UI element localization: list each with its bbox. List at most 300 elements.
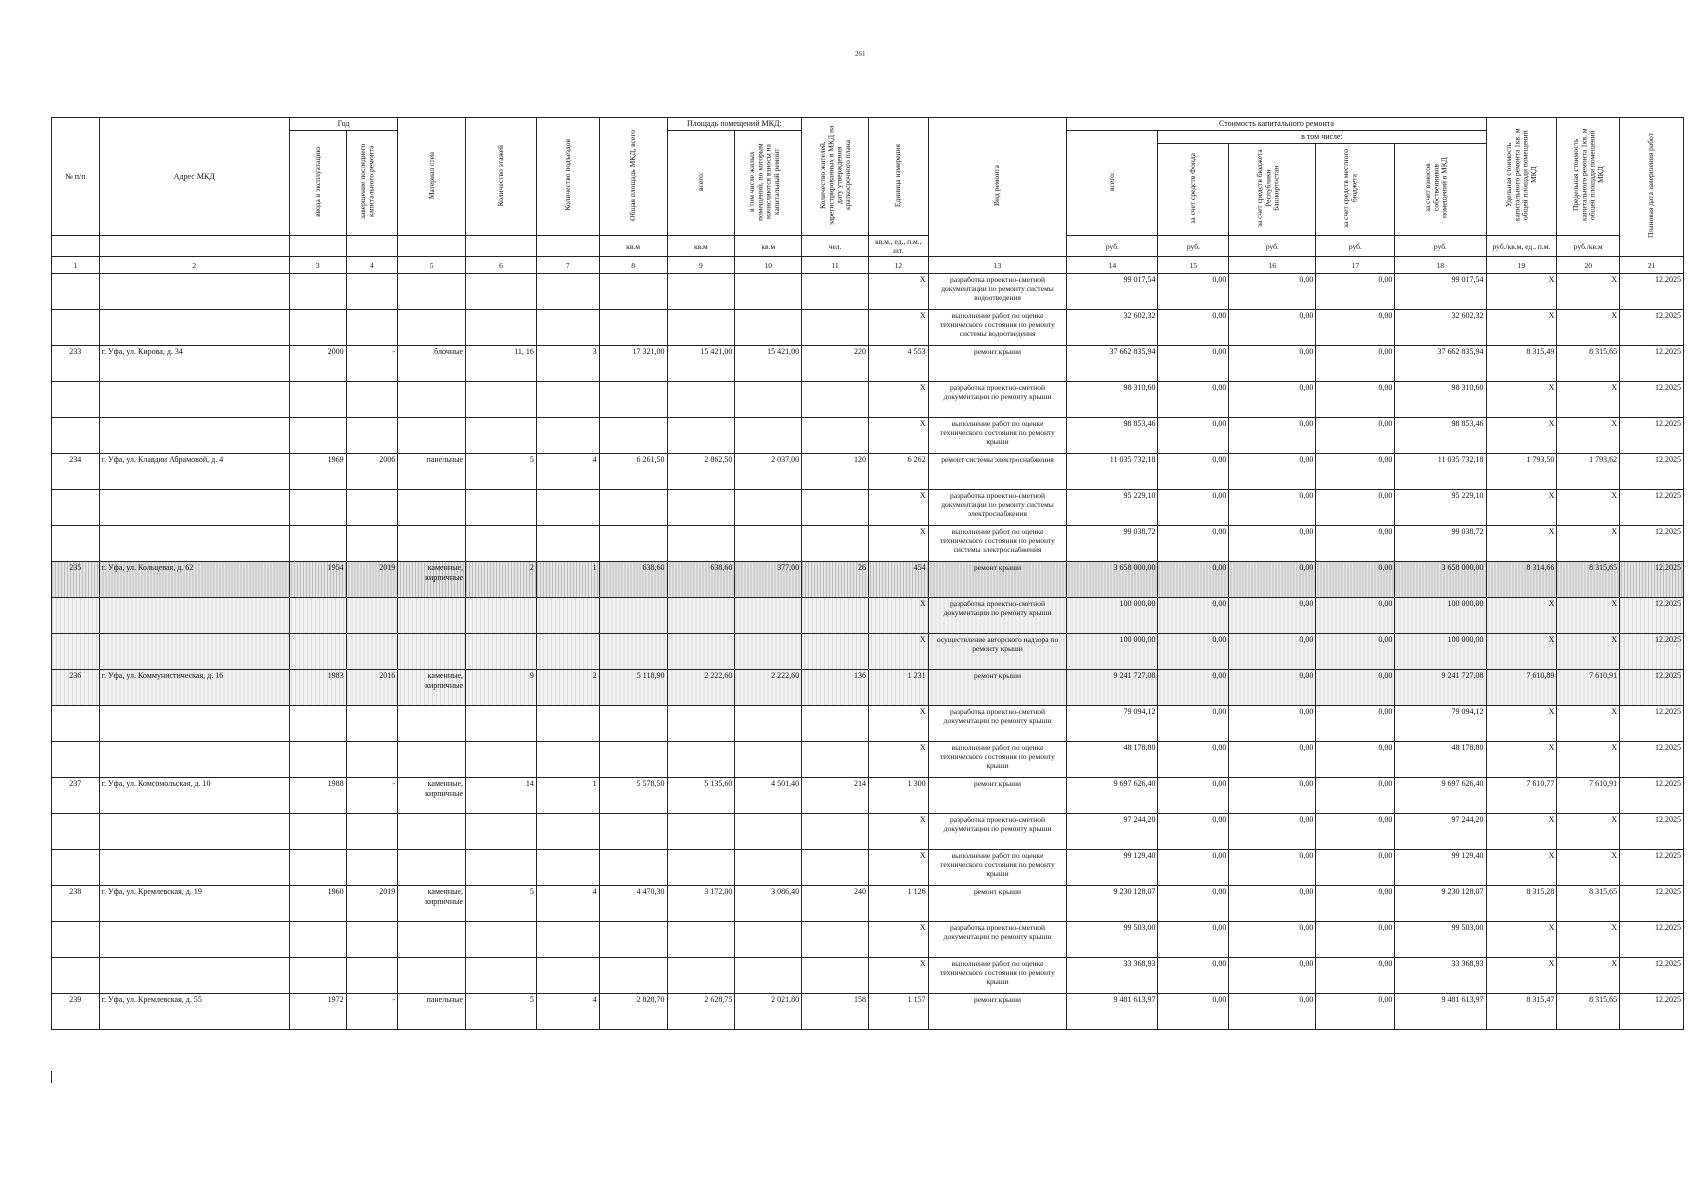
column-number: 8 — [599, 257, 667, 274]
cell-entrances — [536, 490, 599, 526]
cell-wall-material — [398, 634, 466, 670]
cell-entrances: 1 — [536, 778, 599, 814]
cell-premises-total — [667, 922, 735, 958]
cell-wall-material — [398, 526, 466, 562]
cell-cost-fund: 0,00 — [1158, 634, 1229, 670]
header-cost-local: за счет средств местного бюджета — [1316, 144, 1395, 236]
cell-specific-cost: 8 315,47 — [1486, 994, 1557, 1030]
cell-entrances — [536, 526, 599, 562]
cell-year-last-repair — [346, 742, 398, 778]
cell-address — [99, 814, 289, 850]
cell-work-type: выполнение работ по оценке технического состояния по ремонту крыши — [928, 958, 1067, 994]
unit-cost-local: руб. — [1316, 236, 1395, 257]
table-row — [52, 778, 1684, 814]
cell-limit-cost: X — [1557, 274, 1620, 310]
header-premises-group: Площадь помещений МКД: — [667, 118, 802, 131]
table-row — [52, 310, 1684, 346]
cell-residents: 158 — [802, 994, 869, 1030]
cell-year-last-repair: - — [346, 778, 398, 814]
cell-premises-contrib: 3 086,40 — [735, 886, 802, 922]
cell-year-commission — [289, 922, 346, 958]
cell-premises-contrib — [735, 634, 802, 670]
cell-address: г. Уфа, ул. Кирова, д. 34 — [99, 346, 289, 382]
unit-cost-total: руб. — [1067, 236, 1158, 257]
cell-row-number: 236 — [52, 670, 100, 706]
header-cost-owners: за счет взносов собственников помещений в МКД — [1395, 144, 1486, 236]
cell-row-number — [52, 490, 100, 526]
header-cost-including: в том числе: — [1158, 130, 1486, 144]
column-number: 11 — [802, 257, 869, 274]
cell-address — [99, 922, 289, 958]
cell-work-type: выполнение работ по оценке технического состояния по ремонту крыши — [928, 418, 1067, 454]
cell-year-last-repair: 2016 — [346, 670, 398, 706]
cell-specific-cost: 7 610,89 — [1486, 670, 1557, 706]
cell-year-commission: 1983 — [289, 670, 346, 706]
cell-wall-material — [398, 742, 466, 778]
cell-limit-cost: X — [1557, 526, 1620, 562]
cell-row-number: 238 — [52, 886, 100, 922]
cell-wall-material — [398, 310, 466, 346]
cell-address — [99, 418, 289, 454]
cell-cost-total: 100 000,00 — [1067, 634, 1158, 670]
cell-row-number: 237 — [52, 778, 100, 814]
cell-year-commission — [289, 526, 346, 562]
cell-specific-cost: 1 793,50 — [1486, 454, 1557, 490]
cell-floors: 5 — [466, 454, 537, 490]
table-row — [52, 814, 1684, 850]
cell-deadline: 12.2025 — [1620, 814, 1684, 850]
cell-wall-material: панельные — [398, 994, 466, 1030]
column-number: 15 — [1158, 257, 1229, 274]
cell-year-commission — [289, 274, 346, 310]
cell-work-type: выполнение работ по оценке технического состояния по ремонту системы электроснабжения — [928, 526, 1067, 562]
cell-limit-cost: X — [1557, 922, 1620, 958]
cell-cost-fund: 0,00 — [1158, 526, 1229, 562]
cell-cost-fund: 0,00 — [1158, 598, 1229, 634]
cell-entrances: 4 — [536, 454, 599, 490]
cell-year-last-repair — [346, 922, 398, 958]
cell-year-commission — [289, 814, 346, 850]
cell-entrances: 3 — [536, 346, 599, 382]
cell-deadline: 12.2025 — [1620, 382, 1684, 418]
header-wall-material: Материал стен — [398, 118, 466, 236]
cell-cost-republic: 0,00 — [1229, 490, 1316, 526]
table-row — [52, 382, 1684, 418]
cell-wall-material: панельные — [398, 454, 466, 490]
header-unit: Единица измерения — [868, 118, 928, 236]
cell-cost-owners: 9 481 613,97 — [1395, 994, 1486, 1030]
cell-deadline: 12.2025 — [1620, 562, 1684, 598]
cell-specific-cost: 8 315,49 — [1486, 346, 1557, 382]
cell-work-type: разработка проектно-сметной документации по ремонту крыши — [928, 814, 1067, 850]
cell-row-number — [52, 922, 100, 958]
cell-year-last-repair — [346, 418, 398, 454]
table-row — [52, 742, 1684, 778]
unit-cost-owners: руб. — [1395, 236, 1486, 257]
cell-wall-material — [398, 418, 466, 454]
cell-cost-fund: 0,00 — [1158, 778, 1229, 814]
cell-quantity: X — [868, 490, 928, 526]
cell-quantity: X — [868, 274, 928, 310]
cell-specific-cost: 7 610,77 — [1486, 778, 1557, 814]
cell-address: г. Уфа, ул. Коммунистическая, д. 16 — [99, 670, 289, 706]
header-cost-fund: за счет средств Фонда — [1158, 144, 1229, 236]
cell-work-type: разработка проектно-сметной документации по ремонту крыши — [928, 382, 1067, 418]
cell-wall-material: каменные, кирпичные — [398, 778, 466, 814]
cell-floors — [466, 850, 537, 886]
table-row — [52, 706, 1684, 742]
cell-specific-cost: X — [1486, 814, 1557, 850]
cell-premises-contrib — [735, 418, 802, 454]
table-row — [52, 850, 1684, 886]
table-row — [52, 922, 1684, 958]
cell-quantity: X — [868, 526, 928, 562]
cell-cost-total: 99 129,40 — [1067, 850, 1158, 886]
header-limit-cost: Предельная стоимость капитального ремонта 1кв. м общей площади помещений МКД — [1557, 118, 1620, 236]
table-row — [52, 490, 1684, 526]
cell-work-type: ремонт крыши — [928, 778, 1067, 814]
table-row — [52, 562, 1684, 598]
cell-cost-total: 11 035 732,18 — [1067, 454, 1158, 490]
unit-specific-cost: руб./кв.м, ед., п.м. — [1486, 236, 1557, 257]
cell-year-last-repair — [346, 274, 398, 310]
cell-address — [99, 958, 289, 994]
cell-address — [99, 382, 289, 418]
cell-limit-cost: X — [1557, 706, 1620, 742]
cell-premises-total — [667, 382, 735, 418]
cell-limit-cost: 1 793,62 — [1557, 454, 1620, 490]
cell-quantity: X — [868, 742, 928, 778]
cell-total-area — [599, 490, 667, 526]
cell-premises-contrib: 377,00 — [735, 562, 802, 598]
cell-address: г. Уфа, ул. Кольцевая, д. 62 — [99, 562, 289, 598]
cell-floors: 14 — [466, 778, 537, 814]
cell-entrances — [536, 922, 599, 958]
table-row — [52, 634, 1684, 670]
cell-total-area — [599, 598, 667, 634]
cell-specific-cost: X — [1486, 958, 1557, 994]
cell-specific-cost: X — [1486, 310, 1557, 346]
cell-row-number — [52, 382, 100, 418]
cell-residents — [802, 310, 869, 346]
cell-floors — [466, 598, 537, 634]
cell-total-area — [599, 274, 667, 310]
cell-work-type: разработка проектно-сметной документации по ремонту крыши — [928, 922, 1067, 958]
cell-address: г. Уфа, ул. Комсомольская, д. 10 — [99, 778, 289, 814]
cell-premises-total — [667, 418, 735, 454]
cell-cost-owners: 79 094,12 — [1395, 706, 1486, 742]
cell-premises-total: 2 862,50 — [667, 454, 735, 490]
table-row — [52, 886, 1684, 922]
cell-entrances — [536, 418, 599, 454]
cell-wall-material — [398, 382, 466, 418]
cell-quantity: X — [868, 922, 928, 958]
cell-year-last-repair — [346, 958, 398, 994]
column-number: 6 — [466, 257, 537, 274]
cell-year-last-repair — [346, 634, 398, 670]
cell-premises-contrib — [735, 310, 802, 346]
column-number: 20 — [1557, 257, 1620, 274]
cell-premises-total — [667, 850, 735, 886]
cell-specific-cost: X — [1486, 418, 1557, 454]
cell-cost-republic: 0,00 — [1229, 382, 1316, 418]
table-body — [52, 274, 1684, 1030]
cell-floors: 2 — [466, 562, 537, 598]
cell-row-number — [52, 850, 100, 886]
cell-specific-cost: X — [1486, 850, 1557, 886]
cell-work-type: осуществление авторского надзора по ремонту крыши — [928, 634, 1067, 670]
cell-cost-fund: 0,00 — [1158, 562, 1229, 598]
cell-premises-total — [667, 598, 735, 634]
cell-entrances — [536, 850, 599, 886]
cell-cost-total: 9 241 727,08 — [1067, 670, 1158, 706]
cell-cost-fund: 0,00 — [1158, 490, 1229, 526]
cell-cost-owners: 9 230 128,07 — [1395, 886, 1486, 922]
cell-cost-fund: 0,00 — [1158, 310, 1229, 346]
cell-cost-owners: 9 697 626,40 — [1395, 778, 1486, 814]
cell-total-area: 17 321,00 — [599, 346, 667, 382]
header-premises-contrib: в том числе жилых помещений, по которым начисляются взносы на капитальный ремонт — [735, 130, 802, 236]
header-year-last-repair: завершение последнего капитального ремонта — [346, 130, 398, 236]
cell-cost-republic: 0,00 — [1229, 850, 1316, 886]
table-row — [52, 274, 1684, 310]
cell-quantity: 4 553 — [868, 346, 928, 382]
cell-work-type: ремонт крыши — [928, 994, 1067, 1030]
cell-year-commission — [289, 418, 346, 454]
cell-cost-republic: 0,00 — [1229, 706, 1316, 742]
cell-cost-owners: 11 035 732,18 — [1395, 454, 1486, 490]
cell-deadline: 12.2025 — [1620, 598, 1684, 634]
column-number: 9 — [667, 257, 735, 274]
cell-floors — [466, 814, 537, 850]
cell-residents — [802, 634, 869, 670]
cell-address — [99, 526, 289, 562]
cell-address — [99, 274, 289, 310]
header-specific-cost: Удельная стоимость капитального ремонта 1кв. м общей площади помещений МКД — [1486, 118, 1557, 236]
cell-specific-cost: 8 314,66 — [1486, 562, 1557, 598]
header-year-commission: ввода в эксплуатацию — [289, 130, 346, 236]
cell-year-commission: 1988 — [289, 778, 346, 814]
cell-premises-total: 15 421,00 — [667, 346, 735, 382]
cell-year-commission — [289, 310, 346, 346]
cell-wall-material: каменные, кирпичные — [398, 886, 466, 922]
cell-cost-total: 9 230 128,07 — [1067, 886, 1158, 922]
cell-year-last-repair — [346, 706, 398, 742]
table-row — [52, 346, 1684, 382]
cell-residents: 136 — [802, 670, 869, 706]
column-number: 7 — [536, 257, 599, 274]
cell-deadline: 12.2025 — [1620, 490, 1684, 526]
cell-total-area — [599, 706, 667, 742]
cell-row-number — [52, 742, 100, 778]
cell-row-number — [52, 274, 100, 310]
cell-cost-total: 99 017,54 — [1067, 274, 1158, 310]
cell-cost-local: 0,00 — [1316, 454, 1395, 490]
cell-address — [99, 706, 289, 742]
cell-cost-republic: 0,00 — [1229, 886, 1316, 922]
cell-premises-total — [667, 814, 735, 850]
column-number: 14 — [1067, 257, 1158, 274]
cell-residents: 240 — [802, 886, 869, 922]
cell-year-last-repair — [346, 490, 398, 526]
cell-cost-owners: 99 503,00 — [1395, 922, 1486, 958]
cell-cost-local: 0,00 — [1316, 346, 1395, 382]
cell-premises-total — [667, 526, 735, 562]
cell-wall-material: каменные, кирпичные — [398, 670, 466, 706]
cell-total-area — [599, 814, 667, 850]
cell-cost-owners: 95 229,10 — [1395, 490, 1486, 526]
cell-row-number: 233 — [52, 346, 100, 382]
cell-premises-total — [667, 310, 735, 346]
cell-residents — [802, 490, 869, 526]
cell-deadline: 12.2025 — [1620, 454, 1684, 490]
cell-work-type: ремонт крыши — [928, 670, 1067, 706]
cell-cost-total: 99 503,00 — [1067, 922, 1158, 958]
header-entrances: Количество подъездов — [536, 118, 599, 236]
cell-premises-contrib: 4 501,40 — [735, 778, 802, 814]
cell-cost-local: 0,00 — [1316, 886, 1395, 922]
cell-deadline: 12.2025 — [1620, 850, 1684, 886]
cell-specific-cost: X — [1486, 382, 1557, 418]
cell-total-area: 5 578,50 — [599, 778, 667, 814]
cell-address — [99, 850, 289, 886]
cell-year-commission — [289, 598, 346, 634]
unit-cost-fund: руб. — [1158, 236, 1229, 257]
cell-cost-local: 0,00 — [1316, 958, 1395, 994]
cell-work-type: разработка проектно-сметной документации по ремонту системы электроснабжения — [928, 490, 1067, 526]
cell-cost-local: 0,00 — [1316, 526, 1395, 562]
column-number: 21 — [1620, 257, 1684, 274]
cell-year-commission — [289, 382, 346, 418]
cell-year-last-repair: 2006 — [346, 454, 398, 490]
cell-year-commission: 2000 — [289, 346, 346, 382]
cell-cost-total: 79 094,12 — [1067, 706, 1158, 742]
cell-cost-republic: 0,00 — [1229, 310, 1316, 346]
cell-limit-cost: X — [1557, 814, 1620, 850]
cell-total-area — [599, 634, 667, 670]
cell-cost-local: 0,00 — [1316, 490, 1395, 526]
cell-year-commission: 1972 — [289, 994, 346, 1030]
cell-cost-total: 98 853,46 — [1067, 418, 1158, 454]
cell-total-area: 638,60 — [599, 562, 667, 598]
cell-limit-cost: X — [1557, 310, 1620, 346]
cell-work-type: ремонт крыши — [928, 346, 1067, 382]
cell-limit-cost: 8 315,65 — [1557, 886, 1620, 922]
cell-entrances — [536, 814, 599, 850]
cell-limit-cost: X — [1557, 958, 1620, 994]
header-deadline: Плановая дата завершения работ — [1620, 118, 1684, 257]
cell-total-area — [599, 850, 667, 886]
cell-specific-cost: X — [1486, 526, 1557, 562]
cell-floors: 11, 16 — [466, 346, 537, 382]
cell-cost-owners: 100 000,00 — [1395, 598, 1486, 634]
cell-cost-republic: 0,00 — [1229, 814, 1316, 850]
header-cost-total: всего: — [1067, 130, 1158, 236]
cell-address — [99, 742, 289, 778]
cell-premises-contrib — [735, 922, 802, 958]
table-row — [52, 958, 1684, 994]
cell-premises-contrib: 2 037,00 — [735, 454, 802, 490]
cell-address — [99, 598, 289, 634]
cell-specific-cost: X — [1486, 634, 1557, 670]
cell-cost-owners: 99 017,54 — [1395, 274, 1486, 310]
cell-cost-owners: 98 853,46 — [1395, 418, 1486, 454]
cell-premises-contrib — [735, 526, 802, 562]
unit-residents: чел. — [802, 236, 869, 257]
cell-total-area — [599, 382, 667, 418]
cell-cost-total: 95 229,10 — [1067, 490, 1158, 526]
cell-specific-cost: X — [1486, 490, 1557, 526]
cell-cost-fund: 0,00 — [1158, 454, 1229, 490]
cell-residents — [802, 598, 869, 634]
cell-cost-total: 3 658 000,00 — [1067, 562, 1158, 598]
cell-specific-cost: X — [1486, 274, 1557, 310]
cell-cost-total: 48 178,80 — [1067, 742, 1158, 778]
cell-cost-local: 0,00 — [1316, 742, 1395, 778]
column-number: 3 — [289, 257, 346, 274]
unit-limit-cost: руб./кв.м — [1557, 236, 1620, 257]
cell-floors: 5 — [466, 994, 537, 1030]
cell-residents: 220 — [802, 346, 869, 382]
cell-quantity: 6 262 — [868, 454, 928, 490]
cell-year-last-repair — [346, 814, 398, 850]
cell-cost-fund: 0,00 — [1158, 742, 1229, 778]
header-total-area: Общая площадь МКД, всего — [599, 118, 667, 236]
cell-year-commission: 1969 — [289, 454, 346, 490]
cell-premises-contrib — [735, 382, 802, 418]
cell-premises-total — [667, 706, 735, 742]
table-row — [52, 454, 1684, 490]
cell-work-type: разработка проектно-сметной документации по ремонту системы водоотведения — [928, 274, 1067, 310]
unit-cost-republic: руб. — [1229, 236, 1316, 257]
cell-limit-cost: 8 315,65 — [1557, 346, 1620, 382]
cell-year-commission — [289, 490, 346, 526]
cell-wall-material — [398, 706, 466, 742]
cell-cost-local: 0,00 — [1316, 706, 1395, 742]
cell-cost-total: 32 602,32 — [1067, 310, 1158, 346]
cell-limit-cost: X — [1557, 598, 1620, 634]
column-number: 18 — [1395, 257, 1486, 274]
cell-quantity: 1 231 — [868, 670, 928, 706]
cell-specific-cost: 8 315,28 — [1486, 886, 1557, 922]
cell-deadline: 12.2025 — [1620, 958, 1684, 994]
cell-premises-contrib — [735, 598, 802, 634]
cell-address — [99, 310, 289, 346]
cell-year-last-repair — [346, 850, 398, 886]
cell-limit-cost: 8 315,65 — [1557, 562, 1620, 598]
cell-floors — [466, 958, 537, 994]
cell-row-number — [52, 958, 100, 994]
cell-cost-republic: 0,00 — [1229, 994, 1316, 1030]
cell-limit-cost: 7 610,91 — [1557, 778, 1620, 814]
cell-year-commission — [289, 958, 346, 994]
cell-cost-owners: 99 038,72 — [1395, 526, 1486, 562]
cell-cost-fund: 0,00 — [1158, 346, 1229, 382]
cell-quantity: X — [868, 418, 928, 454]
cell-floors: 9 — [466, 670, 537, 706]
cell-quantity: X — [868, 382, 928, 418]
cell-cost-local: 0,00 — [1316, 922, 1395, 958]
cell-work-type: разработка проектно-сметной документации по ремонту крыши — [928, 706, 1067, 742]
cell-cost-total: 98 310,60 — [1067, 382, 1158, 418]
cell-year-last-repair — [346, 526, 398, 562]
column-number: 13 — [928, 257, 1067, 274]
cell-entrances: 2 — [536, 670, 599, 706]
cell-floors — [466, 274, 537, 310]
cell-quantity: 454 — [868, 562, 928, 598]
cell-specific-cost: X — [1486, 922, 1557, 958]
table-row — [52, 418, 1684, 454]
